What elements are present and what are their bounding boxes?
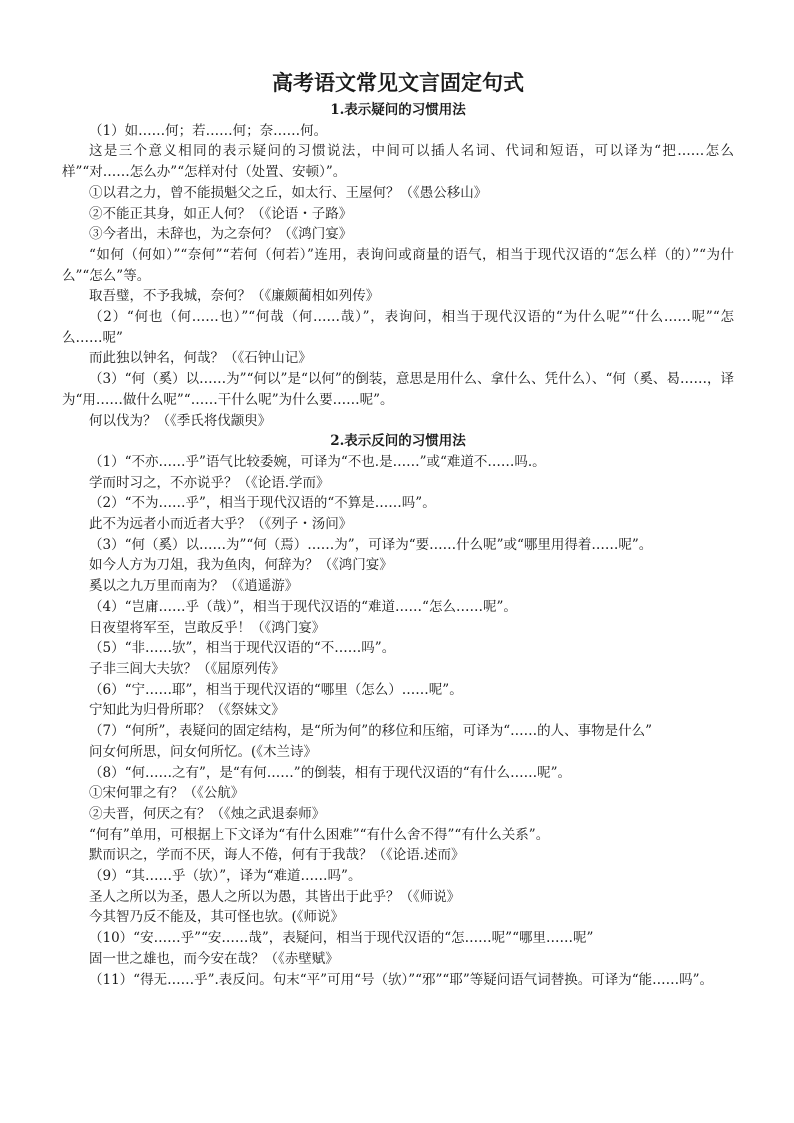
paragraph: （1）如……何；若……何；奈……何。 — [89, 122, 328, 139]
page-title: 高考语文常见文言固定句式 — [272, 71, 524, 95]
paragraph: （5）“非……欤”，相当于现代汉语的“不……吗”。 — [89, 640, 396, 657]
paragraph: （7）“何所”，表疑问的固定结构，是“所为何”的移位和压缩，可译为“……的人、事物是什么” — [89, 723, 652, 740]
example-sentence: 何以伐为？（《季氏将伐颛臾》 — [89, 412, 272, 429]
example-sentence: 此不为远者小而近者大乎？（《列子・汤问》 — [89, 516, 353, 533]
section-body — [62, 452, 734, 990]
example-sentence: 问女何所思，问女何所忆。(《木兰诗》 — [89, 743, 318, 760]
example-sentence: ②不能正其身，如正人何？（《论语・子路》 — [89, 205, 353, 222]
example-sentence: 学而时习之，不亦说乎？（《论语.学而》 — [89, 474, 330, 491]
paragraph: （1）“不亦……乎”语气比较委婉，可译为“不也.是……”或“难道不……吗.。 — [89, 453, 546, 470]
section-heading: 1.表示疑问的习惯用法 — [330, 102, 466, 118]
section-body — [62, 121, 734, 432]
paragraph: （2）“不为……乎”，相当于现代汉语的“不算是……吗”。 — [89, 495, 436, 512]
section-heading: 2.表示反问的习惯用法 — [330, 433, 466, 450]
example-sentence: 默而识之，学而不厌，诲人不倦，何有于我哉？（《论语.述而》 — [89, 847, 465, 864]
example-sentence: ②夫晋，何厌之有？（《烛之武退泰师》 — [89, 805, 326, 822]
example-sentence: ①以君之力，曾不能损魁父之丘，如太行、王屋何？（《愚公移山》 — [89, 184, 488, 201]
paragraph: “如何（何如）”“奈何”“若何（何若）”连用，表询问或商量的语气，相当于现代汉语的“怎么样（的）”“为什么”“怎么”等。 — [62, 246, 734, 284]
paragraph: （3）“何（奚）以……为”“何以”是“以何”的倒装，意思是用什么、拿什么、凭什么）、“何（奚、曷……，译为“用……做什么呢”“……干什么呢”为什么要……呢”。 — [62, 371, 734, 408]
paragraph: （4）“岂庸……乎（哉）”，相当于现代汉语的“难道……“怎么……呢”。 — [89, 598, 517, 615]
paragraph: （11）“得无……乎”.表反问。句末“平”可用“号（欤）”“邪”“耶”等疑问语气词替换。可译为“能……吗”。 — [89, 971, 714, 988]
example-sentence: ①宋何罪之有？（《公航》 — [89, 785, 245, 802]
paragraph: （10）“安……乎”“安……哉”，表疑问，相当于现代汉语的“怎……呢”“哪里……呢” — [89, 930, 594, 947]
example-sentence: 而此独以钟名，何哉？（《石钟山记》 — [89, 350, 312, 367]
example-sentence: ③今者出，未辞也，为之奈何？（《鸿门宴》 — [89, 226, 353, 243]
paragraph: （6）“宁……耶”，相当于现代汉语的“哪里（怎么）……呢”。 — [89, 681, 463, 698]
example-sentence: 取吾璧，不予我城，奈何？（《廉颇蔺相如列传》 — [89, 288, 380, 305]
example-sentence: 日夜望将军至，岂敢反乎！（《鸿门宴》 — [89, 619, 326, 636]
example-sentence: 固一世之雄也，而今安在哉？（《赤壁赋》 — [89, 950, 339, 967]
paragraph: 这是三个意义相同的表示疑问的习惯说法，中间可以插人名词、代词和短语，可以译为“把……怎么样”“对……怎么办”“怎样对付（处置、安顿）”。 — [62, 143, 734, 181]
document-page — [62, 68, 734, 990]
paragraph: （8）“何……之有”，是“有何……”的倒装，相有于现代汉语的“有什么……呢”。 — [89, 764, 571, 781]
example-sentence: 今其智乃反不能及，其可怪也欤。(《师说》 — [89, 909, 345, 926]
paragraph: （3）“何（奚）以……为”“何（焉）……为”，可译为“要……什么呢”或“哪里用得着……呢”。 — [89, 536, 653, 553]
example-sentence: 奚以之九万里而南为？（《逍遥游》 — [89, 578, 299, 595]
example-sentence: 子非三闾大夫欤？（《屈原列传》 — [89, 660, 285, 677]
paragraph: （2）“何也（何……也）”“何哉（何……哉）”，表询问，相当于现代汉语的“为什么呢”“什么……呢”“怎么……呢” — [62, 309, 734, 346]
paragraph: （9）“其……乎（欤）”，译为“难道……吗”。 — [89, 868, 362, 885]
paragraph: “何有”单用，可根据上下文译为“有什么困难”“有什么舍不得”“有什么关系”。 — [89, 826, 550, 843]
example-sentence: 宁知此为归骨所耶？（《祭妹文》 — [89, 702, 285, 719]
example-sentence: 圣人之所以为圣，愚人之所以为愚，其皆出于此乎？（《师说》 — [89, 888, 461, 905]
example-sentence: 如今人方为刀俎，我为鱼肉，何辞为？（《鸿门宴》 — [89, 557, 393, 574]
